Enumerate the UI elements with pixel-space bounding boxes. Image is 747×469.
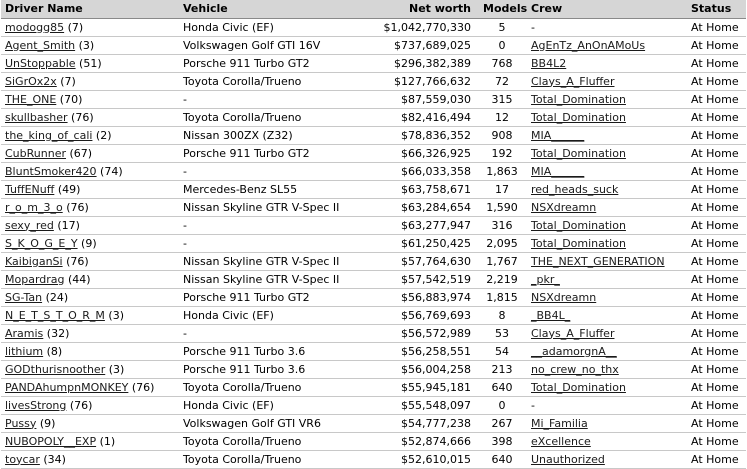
table-row bbox=[1, 379, 746, 397]
driver-cell bbox=[1, 289, 179, 307]
status-cell: At Home bbox=[687, 271, 746, 289]
vehicle-cell: - bbox=[179, 163, 361, 181]
vehicle-cell: Honda Civic (EF) bbox=[179, 19, 361, 37]
models-cell: 2,095 bbox=[477, 235, 527, 253]
crew-link[interactable]: THE_NEXT_GENERATION bbox=[531, 254, 665, 268]
vehicle-cell: Toyota Corolla/Trueno bbox=[179, 451, 361, 469]
status-cell: At Home bbox=[687, 181, 746, 199]
crew-cell bbox=[527, 73, 687, 91]
driver-cell bbox=[1, 415, 179, 433]
header-models: Models bbox=[477, 0, 527, 19]
driver-cell bbox=[1, 145, 179, 163]
net-worth-cell: $63,758,671 bbox=[361, 181, 477, 199]
driver-rank: (1) bbox=[96, 434, 116, 448]
driver-name-link[interactable]: S_K_O_G_E_Y bbox=[5, 236, 78, 250]
crew-cell bbox=[527, 127, 687, 145]
net-worth-cell: $55,548,097 bbox=[361, 397, 477, 415]
driver-rank: (32) bbox=[43, 326, 70, 340]
driver-cell bbox=[1, 19, 179, 37]
rankings-table bbox=[1, 0, 746, 469]
crew-link[interactable]: MIA______ bbox=[531, 128, 585, 142]
net-worth-cell: $52,610,015 bbox=[361, 451, 477, 469]
net-worth-cell: $66,326,925 bbox=[361, 145, 477, 163]
table-row bbox=[1, 271, 746, 289]
models-cell: 0 bbox=[477, 37, 527, 55]
vehicle-cell: Honda Civic (EF) bbox=[179, 307, 361, 325]
driver-rank: (24) bbox=[42, 290, 69, 304]
crew-link[interactable]: Total_Domination bbox=[531, 146, 626, 160]
driver-name-link[interactable]: modogg85 bbox=[5, 20, 65, 34]
vehicle-cell: Volkswagen Golf GTI VR6 bbox=[179, 415, 361, 433]
table-row bbox=[1, 415, 746, 433]
driver-cell bbox=[1, 163, 179, 181]
models-cell: 316 bbox=[477, 217, 527, 235]
table-row bbox=[1, 127, 746, 145]
crew-cell bbox=[527, 397, 687, 415]
models-cell: 768 bbox=[477, 55, 527, 73]
crew-link[interactable]: _pkr_ bbox=[531, 272, 560, 286]
driver-rank: (70) bbox=[56, 92, 83, 106]
models-cell: 192 bbox=[477, 145, 527, 163]
net-worth-cell: $737,689,025 bbox=[361, 37, 477, 55]
net-worth-cell: $56,572,989 bbox=[361, 325, 477, 343]
models-cell: 1,863 bbox=[477, 163, 527, 181]
crew-link[interactable]: NSXdreamn bbox=[531, 200, 597, 214]
driver-rank: (8) bbox=[43, 344, 63, 358]
vehicle-cell: Mercedes-Benz SL55 bbox=[179, 181, 361, 199]
driver-name-link[interactable]: skullbasher bbox=[5, 110, 68, 124]
header-vehicle: Vehicle bbox=[179, 0, 361, 19]
table-row bbox=[1, 73, 746, 91]
net-worth-cell: $63,277,947 bbox=[361, 217, 477, 235]
models-cell: 315 bbox=[477, 91, 527, 109]
models-cell: 53 bbox=[477, 325, 527, 343]
header-net-worth: Net worth bbox=[361, 0, 477, 19]
models-cell: 213 bbox=[477, 361, 527, 379]
driver-name-link[interactable]: UnStoppable bbox=[5, 56, 76, 70]
driver-name-link[interactable]: sexy_red bbox=[5, 218, 54, 232]
crew-cell bbox=[527, 343, 687, 361]
status-cell: At Home bbox=[687, 433, 746, 451]
crew-link[interactable]: Total_Domination bbox=[531, 92, 626, 106]
crew-link[interactable]: no_crew_no_thx bbox=[531, 362, 619, 376]
vehicle-cell: Nissan Skyline GTR V-Spec II bbox=[179, 271, 361, 289]
vehicle-cell: Porsche 911 Turbo 3.6 bbox=[179, 343, 361, 361]
driver-cell bbox=[1, 73, 179, 91]
driver-cell bbox=[1, 343, 179, 361]
driver-rank: (2) bbox=[92, 128, 112, 142]
table-row bbox=[1, 19, 746, 37]
driver-cell bbox=[1, 397, 179, 415]
models-cell: 640 bbox=[477, 451, 527, 469]
net-worth-cell: $1,042,770,330 bbox=[361, 19, 477, 37]
models-cell: 908 bbox=[477, 127, 527, 145]
crew-cell bbox=[527, 217, 687, 235]
crew-link[interactable]: red_heads_suck bbox=[531, 182, 619, 196]
net-worth-cell: $52,874,666 bbox=[361, 433, 477, 451]
header-status: Status bbox=[687, 0, 746, 19]
driver-name-link[interactable]: NUBOPOLY__EXP bbox=[5, 434, 97, 448]
net-worth-cell: $296,382,389 bbox=[361, 55, 477, 73]
table-row bbox=[1, 55, 746, 73]
driver-rank: (3) bbox=[75, 38, 95, 52]
crew-cell bbox=[527, 145, 687, 163]
status-cell: At Home bbox=[687, 73, 746, 91]
net-worth-cell: $56,769,693 bbox=[361, 307, 477, 325]
status-cell: At Home bbox=[687, 127, 746, 145]
table-row bbox=[1, 397, 746, 415]
driver-rank: (3) bbox=[105, 362, 125, 376]
net-worth-cell: $82,416,494 bbox=[361, 109, 477, 127]
driver-cell bbox=[1, 37, 179, 55]
driver-name-link[interactable]: lithium bbox=[5, 344, 44, 358]
vehicle-cell: Nissan 300ZX (Z32) bbox=[179, 127, 361, 145]
status-cell: At Home bbox=[687, 217, 746, 235]
crew-cell bbox=[527, 451, 687, 469]
status-cell: At Home bbox=[687, 325, 746, 343]
vehicle-cell: Toyota Corolla/Trueno bbox=[179, 433, 361, 451]
crew-link[interactable]: Mi_Familia bbox=[531, 416, 588, 430]
vehicle-cell: Volkswagen Golf GTI 16V bbox=[179, 37, 361, 55]
driver-name-link[interactable]: TuffENuff bbox=[5, 182, 55, 196]
status-cell: At Home bbox=[687, 55, 746, 73]
table-row bbox=[1, 289, 746, 307]
driver-name-link[interactable]: SiGrOx2x bbox=[5, 74, 57, 88]
crew-cell bbox=[527, 253, 687, 271]
crew-link[interactable]: Total_Domination bbox=[531, 380, 626, 394]
driver-cell bbox=[1, 361, 179, 379]
models-cell: 12 bbox=[477, 109, 527, 127]
models-cell: 267 bbox=[477, 415, 527, 433]
crew-cell bbox=[527, 415, 687, 433]
net-worth-cell: $127,766,632 bbox=[361, 73, 477, 91]
models-cell: 17 bbox=[477, 181, 527, 199]
vehicle-cell: Porsche 911 Turbo GT2 bbox=[179, 55, 361, 73]
driver-rank: (44) bbox=[64, 272, 91, 286]
net-worth-cell: $56,258,551 bbox=[361, 343, 477, 361]
crew-cell bbox=[527, 109, 687, 127]
driver-rank: (3) bbox=[104, 308, 124, 322]
net-worth-cell: $78,836,352 bbox=[361, 127, 477, 145]
status-cell: At Home bbox=[687, 307, 746, 325]
models-cell: 640 bbox=[477, 379, 527, 397]
models-cell: 0 bbox=[477, 397, 527, 415]
vehicle-cell: - bbox=[179, 235, 361, 253]
driver-name-link[interactable]: GODthurisnoother bbox=[5, 362, 106, 376]
driver-name-link[interactable]: SG-Tan bbox=[5, 290, 43, 304]
crew-cell bbox=[527, 289, 687, 307]
crew-link[interactable]: _BB4L_ bbox=[531, 308, 571, 322]
driver-name-link[interactable]: KaibiganSi bbox=[5, 254, 63, 268]
crew-cell bbox=[527, 37, 687, 55]
table-row bbox=[1, 433, 746, 451]
driver-rank: (17) bbox=[53, 218, 80, 232]
crew-cell bbox=[527, 91, 687, 109]
vehicle-cell: Toyota Corolla/Trueno bbox=[179, 379, 361, 397]
table-row bbox=[1, 307, 746, 325]
vehicle-cell: Porsche 911 Turbo 3.6 bbox=[179, 361, 361, 379]
status-cell: At Home bbox=[687, 451, 746, 469]
net-worth-cell: $66,033,358 bbox=[361, 163, 477, 181]
driver-rank: (7) bbox=[64, 20, 84, 34]
driver-name-link[interactable]: N_E_T_S_T_O_R_M bbox=[5, 308, 105, 322]
driver-name-link[interactable]: CubRunner bbox=[5, 146, 66, 160]
status-cell: At Home bbox=[687, 415, 746, 433]
driver-cell bbox=[1, 127, 179, 145]
vehicle-cell: Porsche 911 Turbo GT2 bbox=[179, 289, 361, 307]
models-cell: 8 bbox=[477, 307, 527, 325]
models-cell: 2,219 bbox=[477, 271, 527, 289]
driver-cell bbox=[1, 433, 179, 451]
status-cell: At Home bbox=[687, 199, 746, 217]
driver-cell bbox=[1, 181, 179, 199]
net-worth-cell: $63,284,654 bbox=[361, 199, 477, 217]
crew-none: - bbox=[531, 20, 535, 34]
table-row bbox=[1, 343, 746, 361]
crew-cell bbox=[527, 325, 687, 343]
status-cell: At Home bbox=[687, 109, 746, 127]
models-cell: 1,590 bbox=[477, 199, 527, 217]
driver-rank: (51) bbox=[75, 56, 102, 70]
vehicle-cell: Toyota Corolla/Trueno bbox=[179, 109, 361, 127]
net-worth-cell: $56,883,974 bbox=[361, 289, 477, 307]
status-cell: At Home bbox=[687, 343, 746, 361]
table-row bbox=[1, 109, 746, 127]
table-row bbox=[1, 235, 746, 253]
table-body bbox=[1, 19, 746, 469]
status-cell: At Home bbox=[687, 163, 746, 181]
driver-rank: (76) bbox=[128, 380, 155, 394]
crew-cell bbox=[527, 379, 687, 397]
vehicle-cell: Toyota Corolla/Trueno bbox=[179, 73, 361, 91]
driver-cell bbox=[1, 307, 179, 325]
driver-name-link[interactable]: toycar bbox=[5, 452, 40, 466]
crew-link[interactable]: Clays_A_Fluffer bbox=[531, 74, 615, 88]
status-cell: At Home bbox=[687, 361, 746, 379]
driver-rank: (7) bbox=[56, 74, 76, 88]
driver-cell bbox=[1, 91, 179, 109]
net-worth-cell: $57,764,630 bbox=[361, 253, 477, 271]
status-cell: At Home bbox=[687, 289, 746, 307]
crew-link[interactable]: Total_Domination bbox=[531, 110, 626, 124]
driver-rank: (76) bbox=[62, 200, 89, 214]
table-row bbox=[1, 217, 746, 235]
driver-rank: (76) bbox=[66, 398, 93, 412]
table-header-row bbox=[1, 0, 746, 19]
table-row bbox=[1, 91, 746, 109]
crew-none: - bbox=[531, 398, 535, 412]
table-row bbox=[1, 253, 746, 271]
models-cell: 398 bbox=[477, 433, 527, 451]
table-row bbox=[1, 325, 746, 343]
driver-name-link[interactable]: Mopardrag bbox=[5, 272, 65, 286]
crew-link[interactable]: Total_Domination bbox=[531, 218, 626, 232]
driver-name-link[interactable]: Agent_Smith bbox=[5, 38, 76, 52]
driver-cell bbox=[1, 235, 179, 253]
crew-cell bbox=[527, 361, 687, 379]
status-cell: At Home bbox=[687, 37, 746, 55]
driver-cell bbox=[1, 55, 179, 73]
driver-name-link[interactable]: THE_ONE bbox=[5, 92, 57, 106]
models-cell: 1,767 bbox=[477, 253, 527, 271]
table-row bbox=[1, 163, 746, 181]
driver-cell bbox=[1, 253, 179, 271]
status-cell: At Home bbox=[687, 145, 746, 163]
status-cell: At Home bbox=[687, 235, 746, 253]
crew-cell bbox=[527, 271, 687, 289]
crew-link[interactable]: eXcellence bbox=[531, 434, 591, 448]
crew-cell bbox=[527, 235, 687, 253]
table-row bbox=[1, 181, 746, 199]
status-cell: At Home bbox=[687, 19, 746, 37]
crew-cell bbox=[527, 307, 687, 325]
vehicle-cell: Honda Civic (EF) bbox=[179, 397, 361, 415]
driver-rank: (34) bbox=[39, 452, 66, 466]
vehicle-cell: Nissan Skyline GTR V-Spec II bbox=[179, 253, 361, 271]
driver-cell bbox=[1, 109, 179, 127]
driver-cell bbox=[1, 199, 179, 217]
models-cell: 54 bbox=[477, 343, 527, 361]
vehicle-cell: - bbox=[179, 91, 361, 109]
table-row bbox=[1, 145, 746, 163]
header-crew: Crew bbox=[527, 0, 687, 19]
driver-cell bbox=[1, 271, 179, 289]
table-row bbox=[1, 451, 746, 469]
crew-link[interactable]: __adamorgnA__ bbox=[531, 344, 617, 358]
crew-link[interactable]: AgEnTz_AnOnAMoUs bbox=[531, 38, 646, 52]
crew-cell bbox=[527, 199, 687, 217]
driver-name-link[interactable]: r_o_m_3_o bbox=[5, 200, 63, 214]
driver-rank: (67) bbox=[66, 146, 93, 160]
status-cell: At Home bbox=[687, 91, 746, 109]
status-cell: At Home bbox=[687, 379, 746, 397]
driver-cell bbox=[1, 379, 179, 397]
vehicle-cell: - bbox=[179, 217, 361, 235]
status-cell: At Home bbox=[687, 397, 746, 415]
driver-rank: (74) bbox=[96, 164, 123, 178]
table-row bbox=[1, 37, 746, 55]
net-worth-cell: $55,945,181 bbox=[361, 379, 477, 397]
models-cell: 1,815 bbox=[477, 289, 527, 307]
crew-link[interactable]: Clays_A_Fluffer bbox=[531, 326, 615, 340]
driver-name-link[interactable]: livesStrong bbox=[5, 398, 67, 412]
crew-link[interactable]: MIA______ bbox=[531, 164, 585, 178]
crew-cell bbox=[527, 19, 687, 37]
net-worth-cell: $57,542,519 bbox=[361, 271, 477, 289]
crew-link[interactable]: BB4L2 bbox=[531, 56, 567, 70]
driver-rank: (49) bbox=[54, 182, 81, 196]
vehicle-cell: Porsche 911 Turbo GT2 bbox=[179, 145, 361, 163]
vehicle-cell: Nissan Skyline GTR V-Spec II bbox=[179, 199, 361, 217]
models-cell: 72 bbox=[477, 73, 527, 91]
driver-name-link[interactable]: PANDAhumpnMONKEY bbox=[5, 380, 129, 394]
driver-name-link[interactable]: Aramis bbox=[5, 326, 44, 340]
crew-cell bbox=[527, 433, 687, 451]
net-worth-cell: $87,559,030 bbox=[361, 91, 477, 109]
driver-rank: (76) bbox=[67, 110, 94, 124]
driver-cell bbox=[1, 217, 179, 235]
driver-rank: (9) bbox=[77, 236, 97, 250]
header-driver-name: Driver Name bbox=[1, 0, 179, 19]
crew-cell bbox=[527, 181, 687, 199]
crew-cell bbox=[527, 163, 687, 181]
driver-cell bbox=[1, 325, 179, 343]
driver-cell bbox=[1, 451, 179, 469]
table-row bbox=[1, 361, 746, 379]
crew-link[interactable]: NSXdreamn bbox=[531, 290, 597, 304]
net-worth-cell: $54,777,238 bbox=[361, 415, 477, 433]
crew-cell bbox=[527, 55, 687, 73]
models-cell: 5 bbox=[477, 19, 527, 37]
driver-name-link[interactable]: BluntSmoker420 bbox=[5, 164, 97, 178]
net-worth-cell: $61,250,425 bbox=[361, 235, 477, 253]
net-worth-cell: $56,004,258 bbox=[361, 361, 477, 379]
table-row bbox=[1, 199, 746, 217]
driver-rank: (9) bbox=[36, 416, 56, 430]
status-cell: At Home bbox=[687, 253, 746, 271]
crew-link[interactable]: Unauthorized bbox=[531, 452, 605, 466]
crew-link[interactable]: Total_Domination bbox=[531, 236, 626, 250]
driver-name-link[interactable]: Pussy bbox=[5, 416, 37, 430]
driver-rank: (76) bbox=[62, 254, 89, 268]
vehicle-cell: - bbox=[179, 325, 361, 343]
driver-name-link[interactable]: the_king_of_cali bbox=[5, 128, 93, 142]
